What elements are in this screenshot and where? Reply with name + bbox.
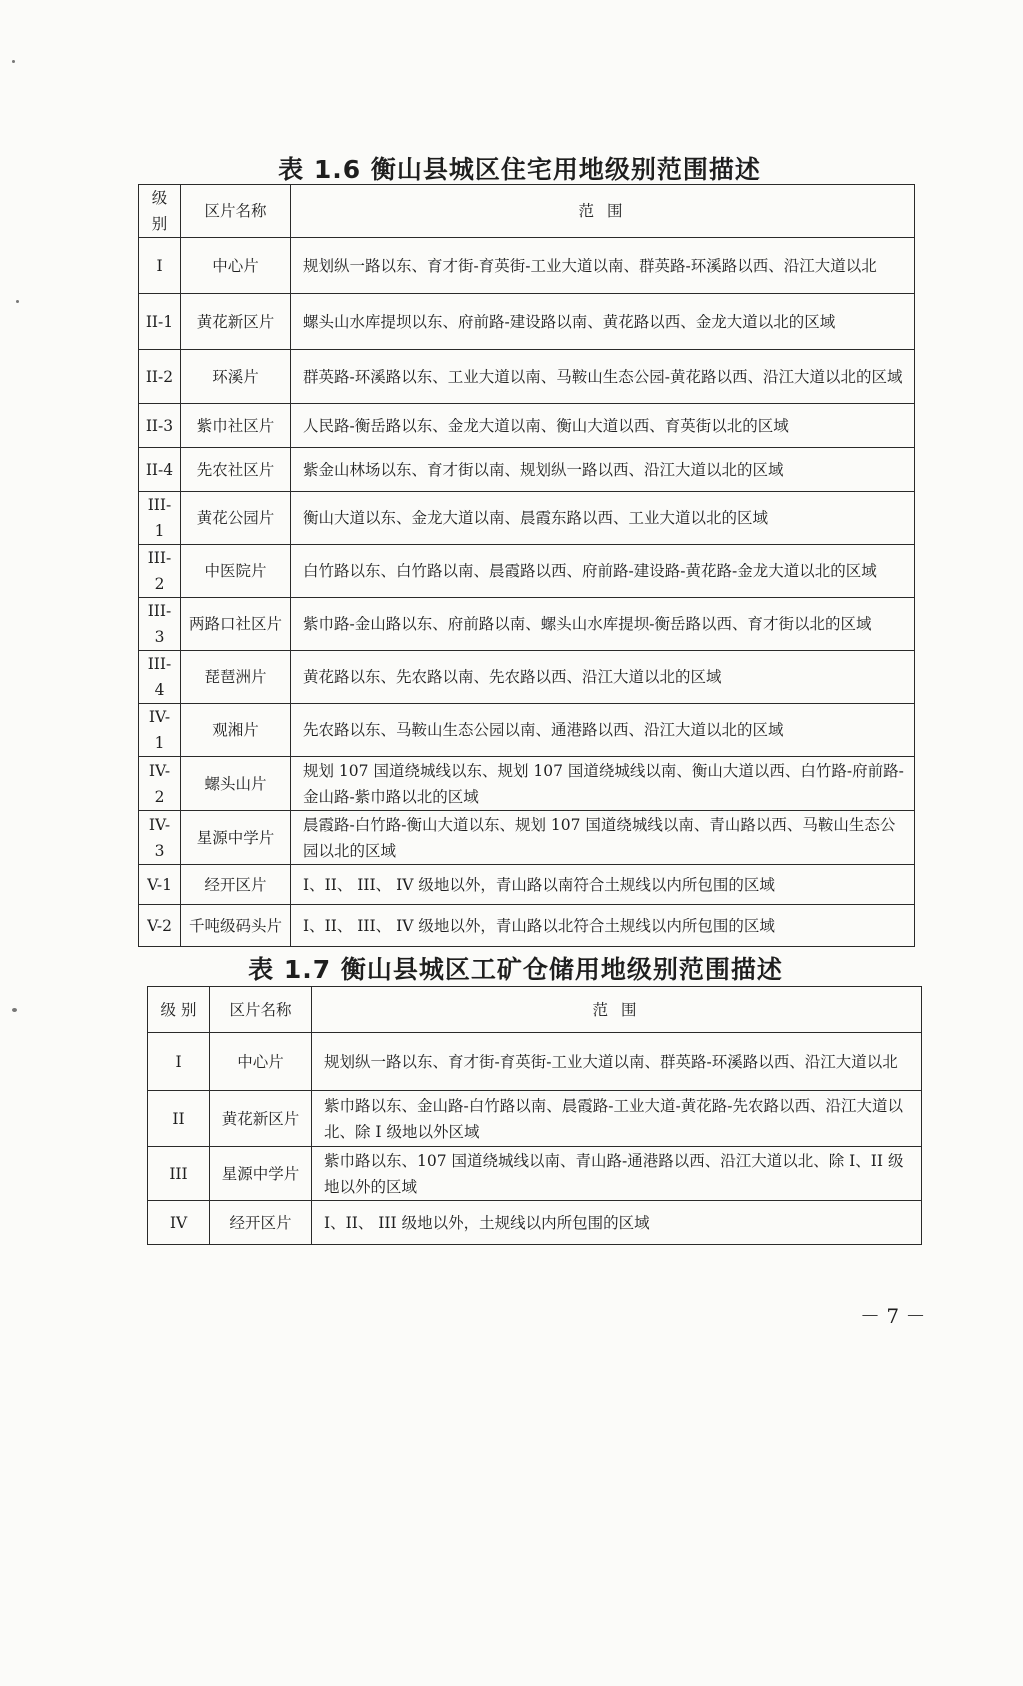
grade-cell: II-2 — [139, 350, 181, 404]
area-name-cell: 星源中学片 — [210, 1147, 312, 1201]
table-row — [139, 704, 915, 757]
table-row — [139, 404, 915, 448]
range-cell: 规划 107 国道绕城线以东、规划 107 国道绕城线以南、衡山大道以西、白竹路-府前路-金山路-紫巾路以北的区域 — [291, 757, 915, 811]
area-name-cell: 中心片 — [181, 238, 291, 294]
header-range: 范 围 — [291, 185, 915, 238]
grade-cell: IV-2 — [139, 757, 181, 811]
table-row — [148, 1147, 922, 1201]
range-cell: 规划纵一路以东、育才街-育英街-工业大道以南、群英路-环溪路以西、沿江大道以北 — [312, 1033, 922, 1091]
table-row — [148, 1201, 922, 1245]
grade-cell: I — [148, 1033, 210, 1091]
table-row — [148, 1033, 922, 1091]
grade-cell: V-2 — [139, 905, 181, 947]
area-name-cell: 两路口社区片 — [181, 598, 291, 651]
range-cell: I、II、 III、 IV 级地以外，青山路以北符合土规线以内所包围的区域 — [291, 905, 915, 947]
range-cell: I、II、 III、 IV 级地以外，青山路以南符合土规线以内所包围的区域 — [291, 865, 915, 905]
table-row — [139, 598, 915, 651]
area-name-cell: 紫巾社区片 — [181, 404, 291, 448]
table-row — [139, 757, 915, 811]
grade-cell: I — [139, 238, 181, 294]
area-name-cell: 螺头山片 — [181, 757, 291, 811]
grade-cell: III-2 — [139, 545, 181, 598]
table-row — [148, 1091, 922, 1147]
table-row — [139, 492, 915, 545]
grade-cell: II-4 — [139, 448, 181, 492]
area-name-cell: 中医院片 — [181, 545, 291, 598]
range-cell: 紫巾路以东、金山路-白竹路以南、晨霞路-工业大道-黄花路-先农路以西、沿江大道以北、除 I 级地以外区域 — [312, 1091, 922, 1147]
grade-cell: IV — [148, 1201, 210, 1245]
table-1-7 — [147, 986, 922, 1245]
grade-cell: III-3 — [139, 598, 181, 651]
header-name: 区片名称 — [181, 185, 291, 238]
table-row — [139, 545, 915, 598]
range-cell: 衡山大道以东、金龙大道以南、晨霞东路以西、工业大道以北的区域 — [291, 492, 915, 545]
grade-cell: II — [148, 1091, 210, 1147]
table-row — [139, 448, 915, 492]
area-name-cell: 中心片 — [210, 1033, 312, 1091]
range-cell: 紫巾路以东、107 国道绕城线以南、青山路-通港路以西、沿江大道以北、除 I、II 级地以外的区域 — [312, 1147, 922, 1201]
range-cell: 螺头山水库提坝以东、府前路-建设路以南、黄花路以西、金龙大道以北的区域 — [291, 294, 915, 350]
range-cell: 白竹路以东、白竹路以南、晨霞路以西、府前路-建设路-黄花路-金龙大道以北的区域 — [291, 545, 915, 598]
table-1-7-body — [148, 1033, 922, 1245]
grade-cell: V-1 — [139, 865, 181, 905]
grade-cell: III-4 — [139, 651, 181, 704]
range-cell: 紫巾路-金山路以东、府前路以南、螺头山水库提坝-衡岳路以西、育才街以北的区域 — [291, 598, 915, 651]
area-name-cell: 先农社区片 — [181, 448, 291, 492]
table-1-7-title: 表 1.7 衡山县城区工矿仓储用地级别范围描述 — [248, 955, 783, 984]
table-row — [139, 651, 915, 704]
grade-cell: II-3 — [139, 404, 181, 448]
range-cell: 黄花路以东、先农路以南、先农路以西、沿江大道以北的区域 — [291, 651, 915, 704]
range-cell: 规划纵一路以东、育才街-育英街-工业大道以南、群英路-环溪路以西、沿江大道以北 — [291, 238, 915, 294]
area-name-cell: 环溪片 — [181, 350, 291, 404]
table-row — [139, 350, 915, 404]
range-cell: I、II、 III 级地以外，土规线以内所包围的区域 — [312, 1201, 922, 1245]
table-row — [139, 905, 915, 947]
header-grade: 级 别 — [148, 987, 210, 1033]
area-name-cell: 观湘片 — [181, 704, 291, 757]
range-cell: 群英路-环溪路以东、工业大道以南、马鞍山生态公园-黄花路以西、沿江大道以北的区域 — [291, 350, 915, 404]
header-grade: 级 别 — [139, 185, 181, 238]
range-cell: 人民路-衡岳路以东、金龙大道以南、衡山大道以西、育英街以北的区域 — [291, 404, 915, 448]
table-1-6 — [138, 184, 915, 947]
scan-speck — [16, 300, 19, 303]
grade-cell: III-1 — [139, 492, 181, 545]
table-1-6-title: 表 1.6 衡山县城区住宅用地级别范围描述 — [278, 155, 761, 184]
grade-cell: IV-1 — [139, 704, 181, 757]
table-1-6-body — [139, 238, 915, 947]
table-row — [139, 238, 915, 294]
area-name-cell: 经开区片 — [210, 1201, 312, 1245]
header-range: 范 围 — [312, 987, 922, 1033]
table-row — [139, 294, 915, 350]
range-cell: 晨霞路-白竹路-衡山大道以东、规划 107 国道绕城线以南、青山路以西、马鞍山生态公园以北的区域 — [291, 811, 915, 865]
scan-speck — [12, 1008, 17, 1012]
range-cell: 紫金山林场以东、育才街以南、规划纵一路以西、沿江大道以北的区域 — [291, 448, 915, 492]
page-number: － 7 － — [860, 1304, 926, 1328]
grade-cell: II-1 — [139, 294, 181, 350]
area-name-cell: 经开区片 — [181, 865, 291, 905]
area-name-cell: 黄花新区片 — [181, 294, 291, 350]
table-row — [139, 865, 915, 905]
header-name: 区片名称 — [210, 987, 312, 1033]
area-name-cell: 黄花新区片 — [210, 1091, 312, 1147]
table-row — [139, 811, 915, 865]
scan-speck — [12, 60, 15, 63]
grade-cell: IV-3 — [139, 811, 181, 865]
grade-cell: III — [148, 1147, 210, 1201]
area-name-cell: 星源中学片 — [181, 811, 291, 865]
area-name-cell: 黄花公园片 — [181, 492, 291, 545]
area-name-cell: 琵琶洲片 — [181, 651, 291, 704]
area-name-cell: 千吨级码头片 — [181, 905, 291, 947]
range-cell: 先农路以东、马鞍山生态公园以南、通港路以西、沿江大道以北的区域 — [291, 704, 915, 757]
